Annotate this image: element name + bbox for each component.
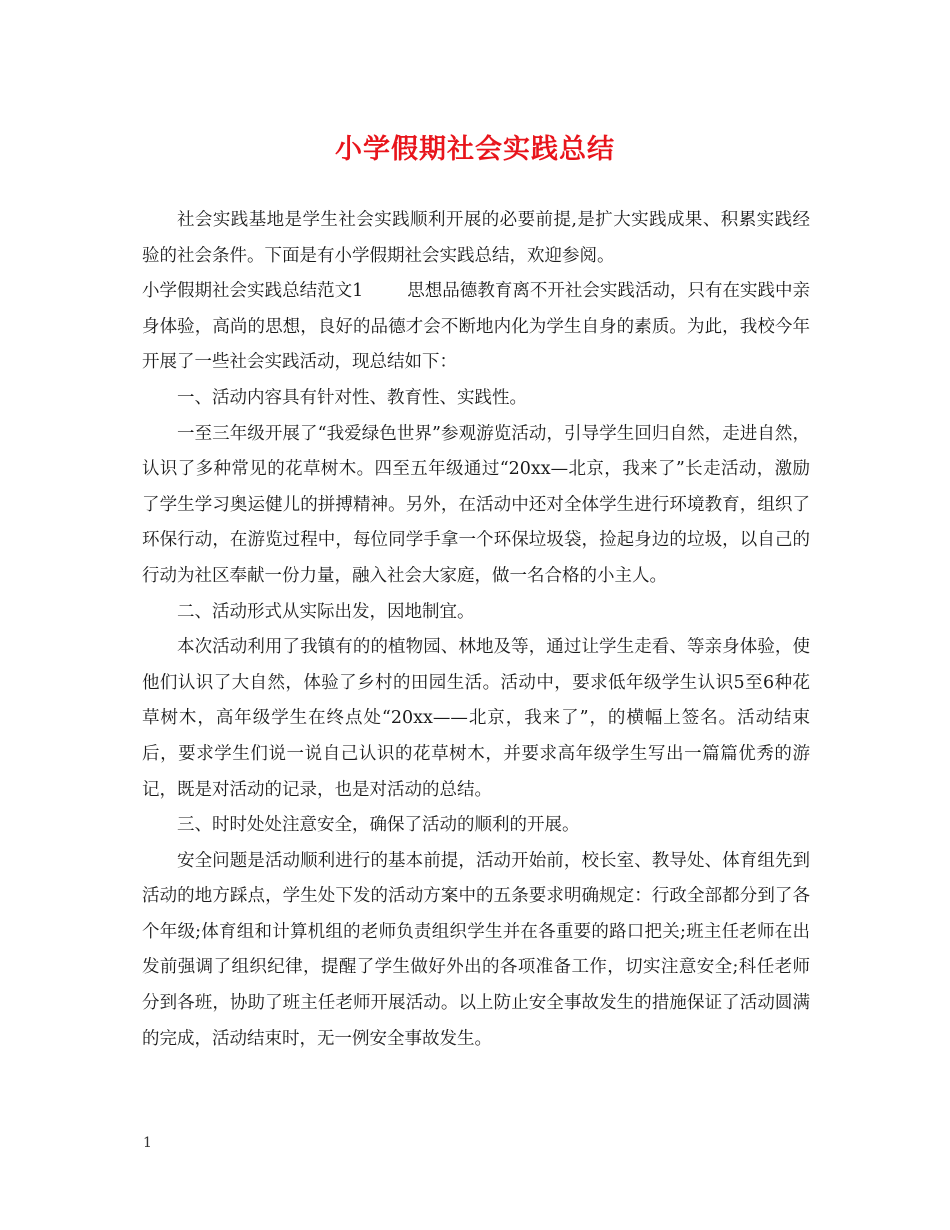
sample-heading: 小学假期社会实践总结范文1 [142,281,364,302]
section2-heading: 二、活动形式从实际出发，因地制宜。 [177,601,475,622]
intro-paragraph: 社会实践基地是学生社会实践顺利开展的必要前提,是扩大实践成果、积累实践经验的社会条件。下面是有小学假期社会实践总结，欢迎参阅。 [142,210,810,266]
section1-body: 一至三年级开展了“我爱绿色世界”参观游览活动，引导学生回归自然，走进自然，认识了多种常见的花草树木。四至五年级通过“20xx—北京，我来了”长走活动，激励了学生学习奥运健儿的拼搏精神。另外，在活动中还对全体学生进行环境教育，组织了环保行动，在游览过程中，每位同学手拿一个环保垃圾袋，捡起身边的垃圾，以自己的行动为社区奉献一份力量，融入社会大家庭，做一名合格的小主人。 [142,423,810,586]
document-body [142,203,810,1057]
document-title: 小学假期社会实践总结 [335,134,615,165]
section3-heading: 三、时时处处注意安全，确保了活动的顺利的开展。 [177,815,580,836]
section2-body: 本次活动利用了我镇有的的植物园、林地及等，通过让学生走看、等亲身体验，使他们认识了大自然，体验了乡村的田园生活。活动中，要求低年级学生认识5至6种花草树木，高年级学生在终点处“20xx——北京，我来了”，的横幅上签名。活动结束后，要求学生们说一说自己认识的花草树木，并要求高年级学生写出一篇篇优秀的游记，既是对活动的记录，也是对活动的总结。 [142,637,810,800]
sample-opening: 思想品德教育离不开社会实践活动，只有在实践中亲身体验，高尚的思想，良好的品德才会不断地内化为学生自身的素质。为此，我校今年开展了一些社会实践活动，现总结如下： [142,281,811,373]
page-number: 1 [143,1135,152,1151]
sample-paragraph [142,274,810,381]
section3-body: 安全问题是活动顺利进行的基本前提，活动开始前，校长室、教导处、体育组先到活动的地方踩点，学生处下发的活动方案中的五条要求明确规定：行政全部都分到了各个年级;体育组和计算机组的老师负责组织学生并在各重要的路口把关;班主任老师在出发前强调了组织纪律，提醒了学生做好外出的各项准备工作，切实注意安全;科任老师分到各班，协助了班主任老师开展活动。以上防止安全事故发生的措施保证了活动圆满的完成，活动结束时，无一例安全事故发生。 [142,850,810,1049]
section1-heading: 一、活动内容具有针对性、教育性、实践性。 [177,387,527,408]
